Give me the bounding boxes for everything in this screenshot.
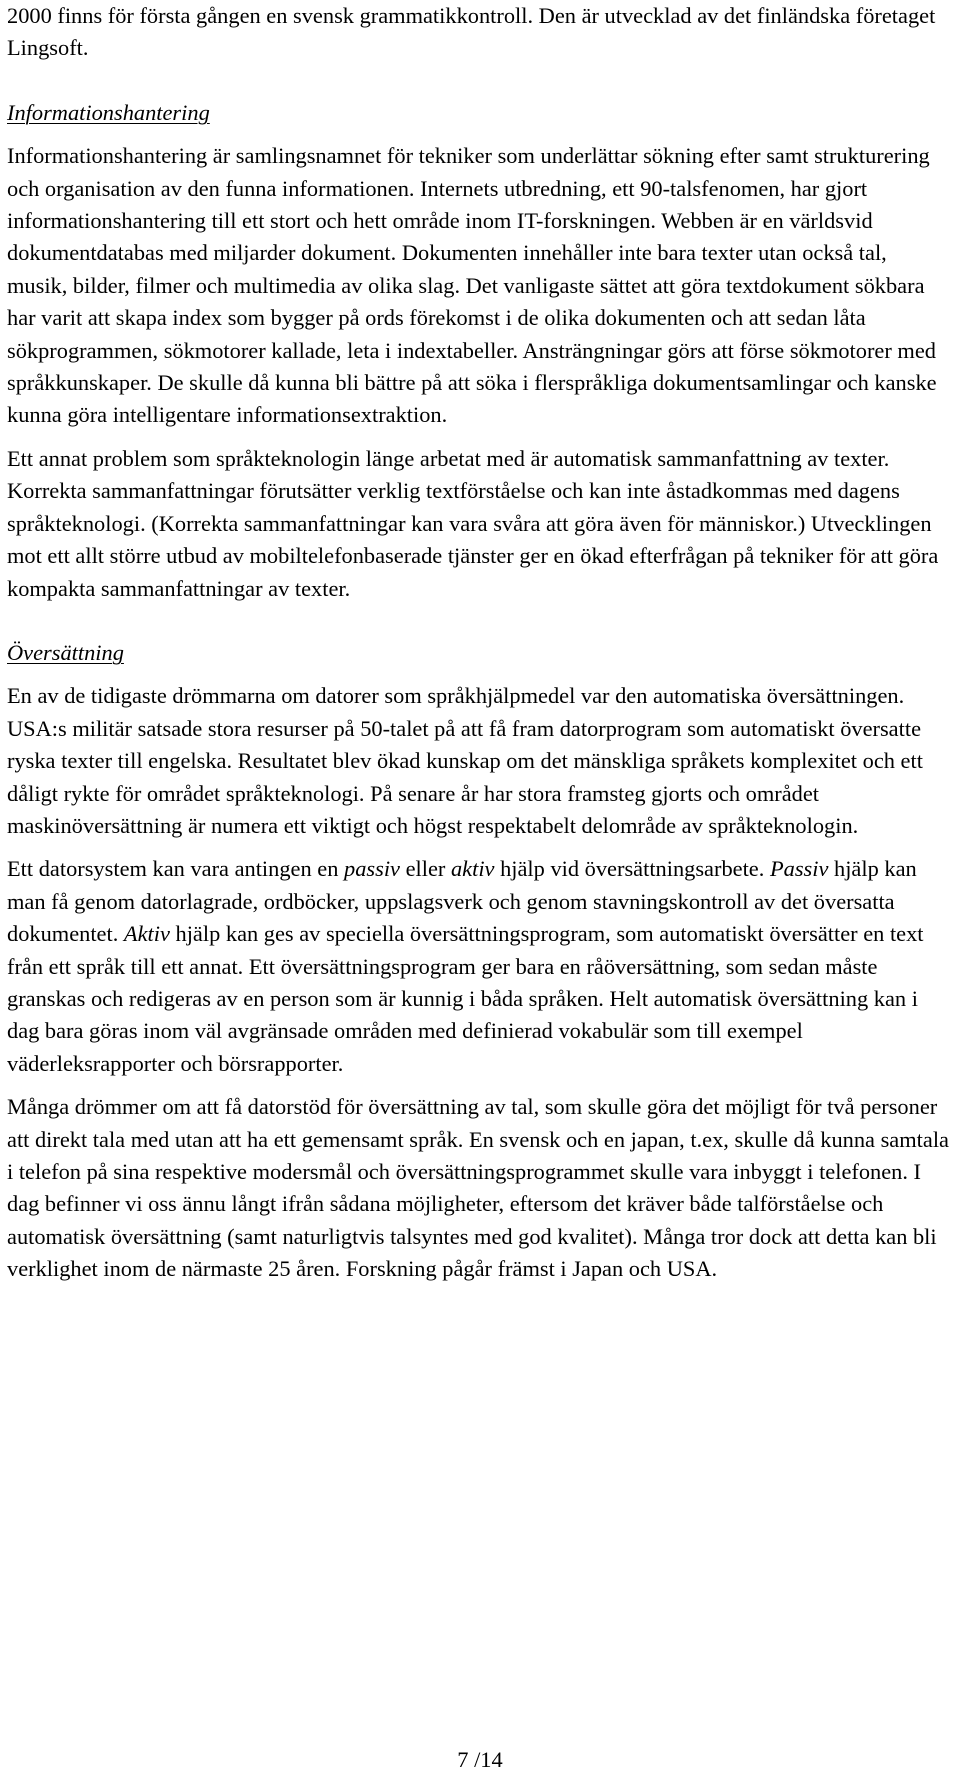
section1-paragraph-2: Ett annat problem som språkteknologin länge arbetat med är automatisk sammanfattning av texter. Korrekta sammanfattningar förutsätter verklig textförståelse och kan inte åstadkommas med dagens språkteknologi. (Korrekta sammanfattningar kan vara svåra att göra även för människor.) Utvecklingen mot ett allt större utbud av mobiltelefonbaserade tjänster ger en ökad efterfrågan på tekniker för att göra kompakta sammanfattningar av texter. xyxy=(7,445,939,601)
spacer xyxy=(7,669,952,680)
spacer xyxy=(7,1080,952,1091)
text-run: hjälp kan ges av speciella översättningsprogram, som automatiskt översätter en text från ett språk till ett annat. Ett översättningsprogram ger bara en råöversättning, som sedan måste granskas och redigeras av en person som är kunnig i båda språken. Helt automatisk översättning kan i dag bara göras inom väl avgränsade områden med definierad vokabulär som till exempel väderleksrapporter och börsrapporter. xyxy=(7,921,924,1076)
section-heading-informationshantering: Informationshantering xyxy=(7,99,210,125)
emphasis-aktiv: Aktiv xyxy=(123,921,170,947)
section1-paragraph-1: Informationshantering är samlingsnamnet för tekniker som underlättar sökning efter samt strukturering och organisation av den funna informationen. Internets utbredning, ett 90-talsfenomen, har gjort informationshantering till ett stort och hett område inom IT-forskningen. Webben är en världsvid dokumentdatabas med miljarder dokument. Dokumenten innehåller inte bara texter utan också tal, musik, bilder, filmer och multimedia av olika slag. Det vanligaste sättet att göra textdokument sökbara har varit att skapa index som bygger på ords förekomst i de olika dokumenten och att sedan låta sökprogrammen, sökmotorer kallade, leta i indextabeller. Ansträngningar görs att förse sökmotorer med språkkunskaper. De skulle då kunna bli bättre på att söka i flerspråkliga dokumentsamlingar och kanske kunna göra intelligentare informationsextraktion. xyxy=(7,143,937,428)
emphasis-aktiv: aktiv xyxy=(450,856,495,882)
spacer xyxy=(7,842,952,853)
spacer xyxy=(7,432,952,443)
emphasis-passiv: Passiv xyxy=(769,856,829,882)
section-heading-oversattning: Översättning xyxy=(7,639,124,665)
section2-paragraph-3: Många drömmer om att få datorstöd för översättning av tal, som skulle göra det möjligt för två personer att direkt tala med utan att ha ett gemensamt språk. En svensk och en japan, t.ex, skulle då kunna samtala i telefon på sina respektive modersmål och översättningsprogrammet skulle vara inbyggt i telefonen. I dag befinner vi oss ännu långt ifrån sådana möjligheter, eftersom det kräver både talförståelse och automatisk översättning (samt naturligtvis talsyntes med god kvalitet). Många tror dock att detta kan bli verklighet inom de närmaste 25 åren. Forskning pågår främst i Japan och USA. xyxy=(7,1094,949,1282)
spacer xyxy=(7,129,952,140)
section2-paragraph-2 xyxy=(7,853,952,1080)
page-number: 7 /14 xyxy=(457,1747,503,1772)
text-run: Ett datorsystem kan vara antingen en xyxy=(7,856,344,882)
intro-paragraph: 2000 finns för första gången en svensk grammatikkontroll. Den är utvecklad av det finländska företaget Lingsoft. xyxy=(7,3,936,61)
text-run: eller xyxy=(399,856,451,882)
section2-paragraph-1: En av de tidigaste drömmarna om datorer som språkhjälpmedel var den automatiska översättningen. USA:s militär satsade stora resurser på 50-talet på att få fram datorprogram som automatiskt översatte ryska texter till engelska. Resultatet blev ökad kunskap om det mänskliga språkets komplexitet och ett dåligt rykte för området språkteknologi. På senare år har stora framsteg gjorts och området maskinöversättning är numera ett viktigt och högst respektabelt delområde av språkteknologin. xyxy=(7,683,923,838)
text-run: hjälp vid översättningsarbete. xyxy=(494,856,770,882)
text-run: hjälp kan man få genom datorlagrade, ordböcker, uppslagsverk och genom stavningskontroll av det översatta dokumentet. xyxy=(7,856,917,947)
emphasis-passiv: passiv xyxy=(344,856,400,882)
spacer xyxy=(7,605,952,637)
spacer xyxy=(7,65,952,97)
